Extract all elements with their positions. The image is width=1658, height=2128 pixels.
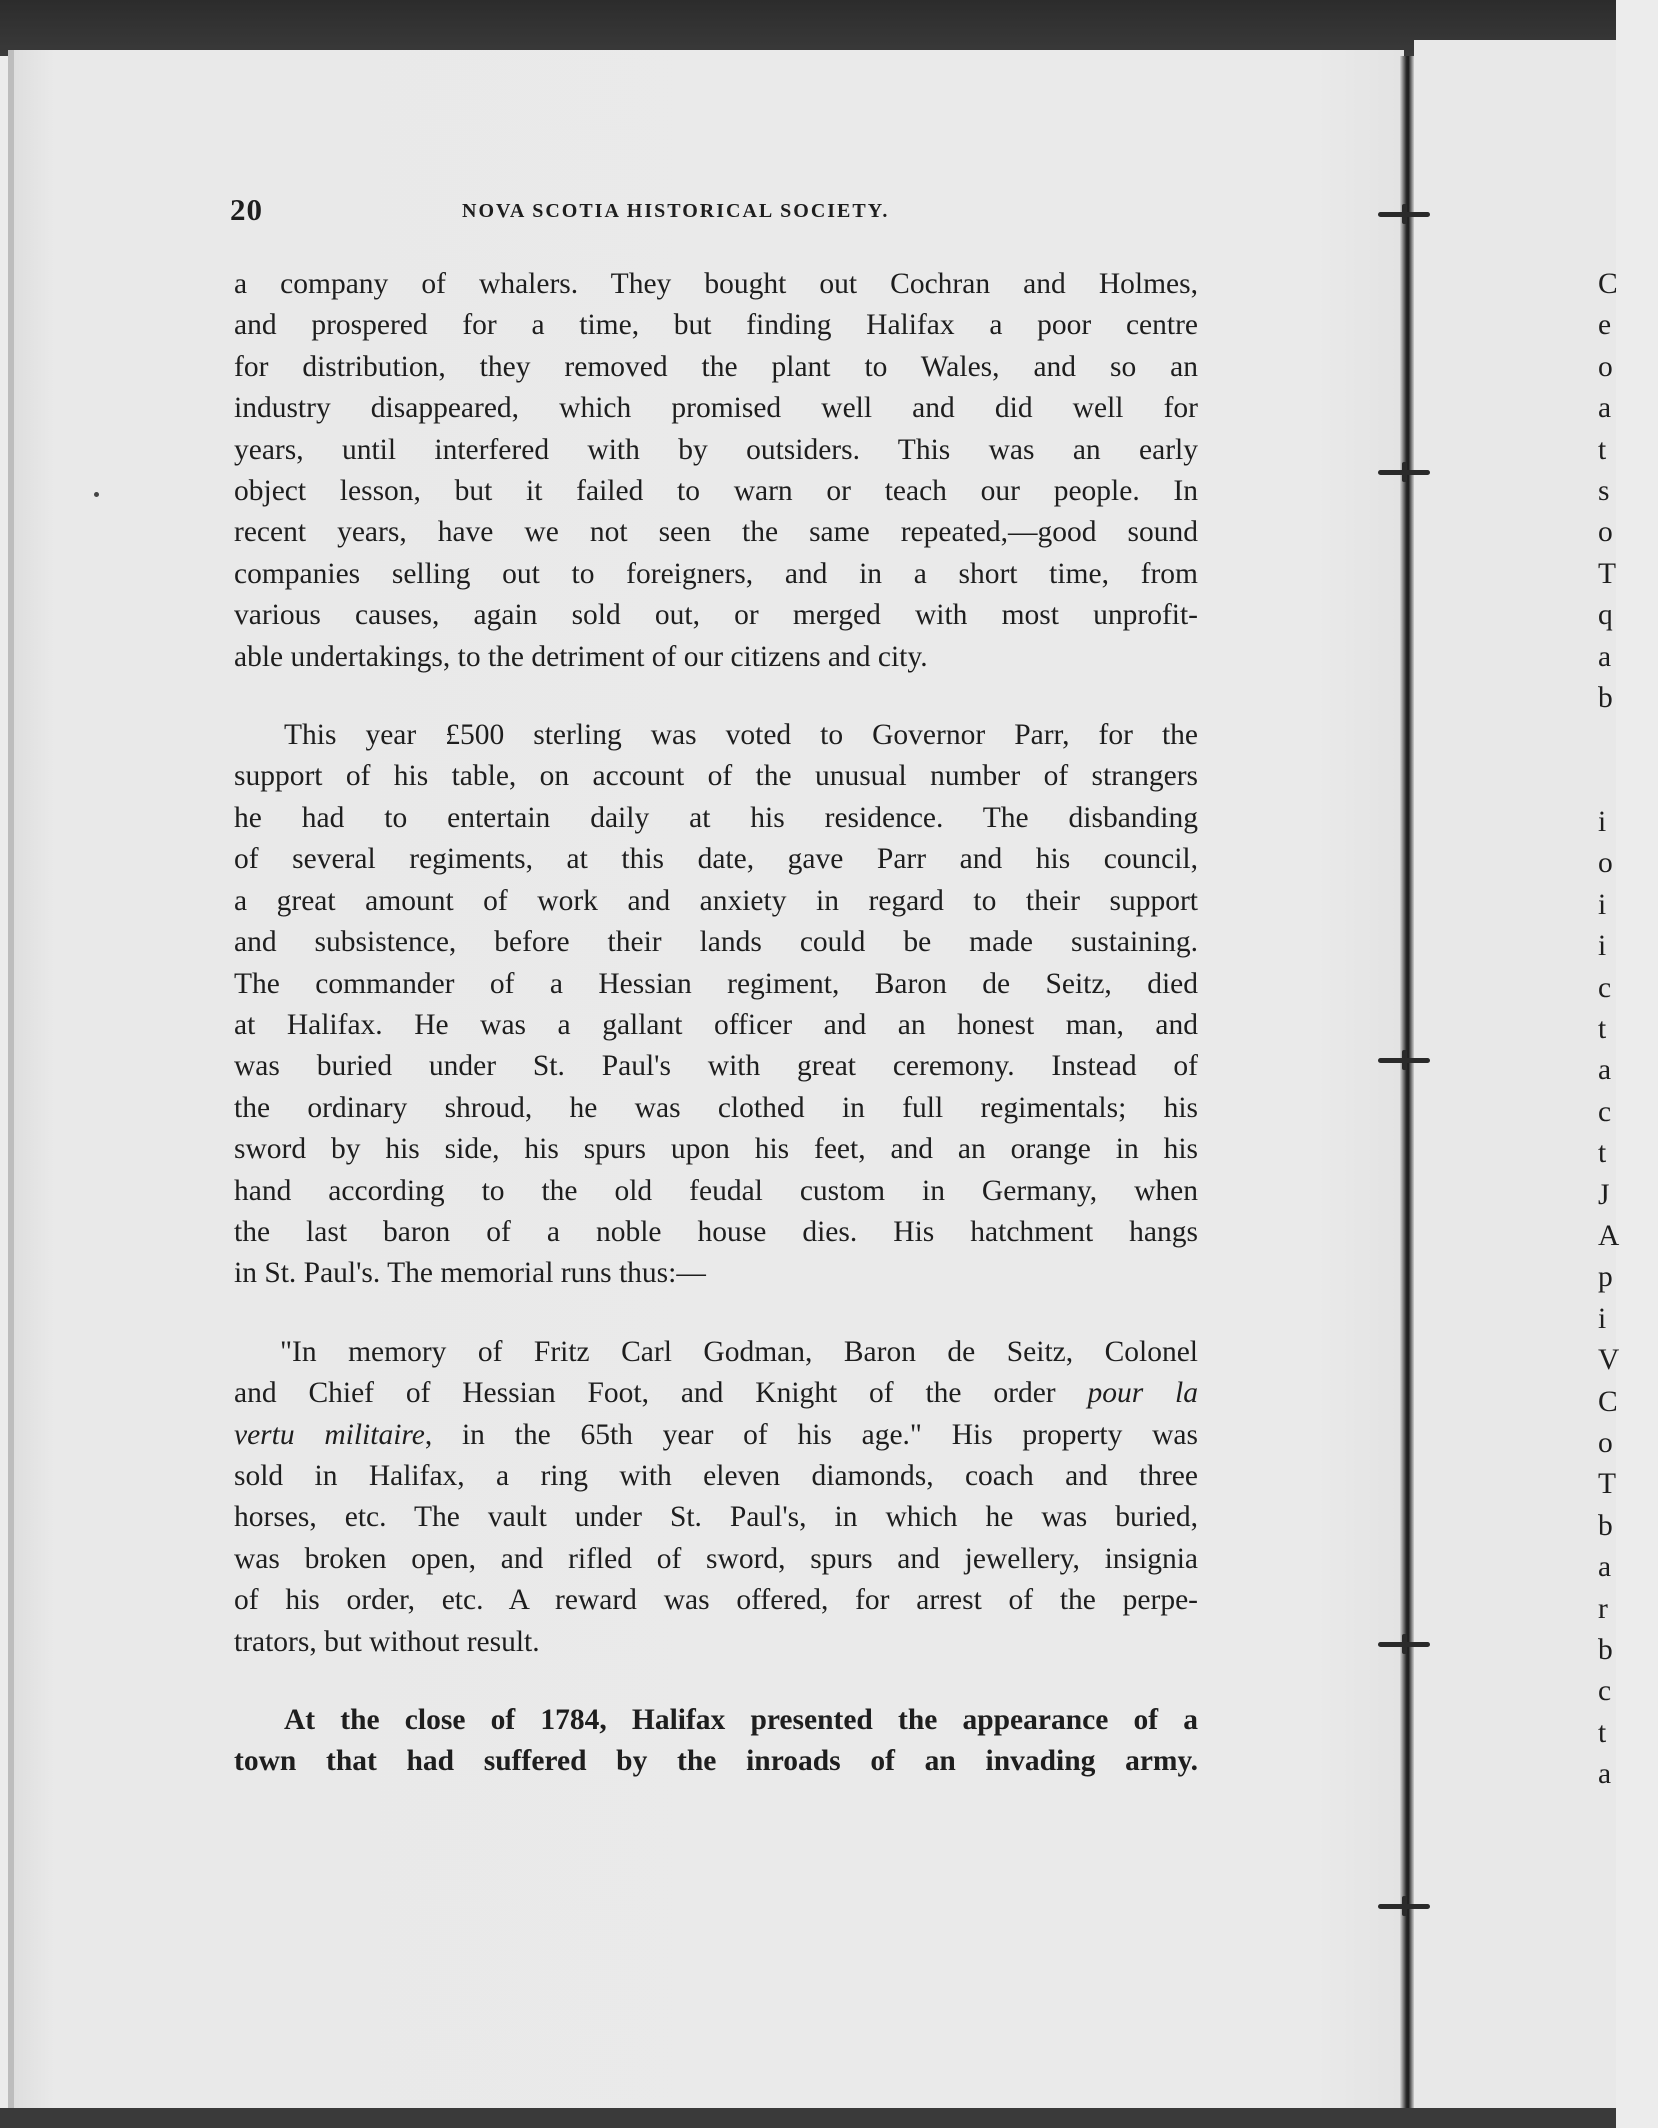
- text-line: horses, etc. The vault under St. Paul's, in which he was buried,: [234, 1501, 1198, 1534]
- text-line: hand according to the old feudal custom in Germany, when: [234, 1174, 1198, 1207]
- facing-page-letter: o: [1598, 350, 1613, 383]
- text-line: of his order, etc. A reward was offered, for arrest of the perpe-: [234, 1584, 1198, 1617]
- quotation-paragraph: [234, 1332, 1198, 1663]
- text-line: a great amount of work and anxiety in regard to their support: [234, 884, 1198, 917]
- facing-page-letter: s: [1598, 474, 1610, 507]
- paragraph: [234, 1700, 1198, 1783]
- facing-page-letter: V: [1598, 1344, 1620, 1377]
- text-line: industry disappeared, which promised well and did well for: [234, 392, 1198, 425]
- text-line: This year £500 sterling was voted to Governor Parr, for the: [284, 719, 1198, 752]
- facing-page-letter: C: [1598, 268, 1618, 300]
- binding-stitch: [1378, 212, 1430, 217]
- paragraph: [234, 715, 1198, 1295]
- text-line: vertu militaire, in the 65th year of his age." His property was: [234, 1418, 1198, 1451]
- text-line: The commander of a Hessian regiment, Baron de Seitz, died: [234, 967, 1198, 1000]
- running-head: NOVA SCOTIA HISTORICAL SOCIETY.: [462, 200, 890, 222]
- facing-page-letter: b: [1598, 1509, 1613, 1542]
- text-line: and subsistence, before their lands could be made sustaining.: [234, 926, 1198, 959]
- text-line: the last baron of a noble house dies. His hatchment hangs: [234, 1215, 1198, 1248]
- page-number: 20: [230, 192, 263, 227]
- text-line: a company of whalers. They bought out Cochran and Holmes,: [234, 268, 1198, 300]
- facing-page-letter: a: [1598, 1054, 1612, 1087]
- binding-stitch: [1378, 470, 1430, 475]
- facing-page-letter: i: [1598, 1302, 1607, 1335]
- right-page-edge: [1414, 40, 1616, 2110]
- facing-page-letter: t: [1598, 1137, 1607, 1170]
- facing-page-letter: t: [1598, 1716, 1607, 1749]
- text-line: was broken open, and rifled of sword, spurs and jewellery, insignia: [234, 1542, 1198, 1575]
- facing-page-letter: c: [1598, 1675, 1612, 1708]
- text-line: at Halifax. He was a gallant officer and an honest man, and: [234, 1008, 1198, 1041]
- text-line: object lesson, but it failed to warn or teach our people. In: [234, 475, 1198, 508]
- binding-stitch: [1378, 1058, 1430, 1063]
- text-line: companies selling out to foreigners, and in a short time, from: [234, 557, 1198, 590]
- facing-page-letter: J: [1598, 1178, 1610, 1211]
- scanner-top-edge: [0, 0, 1616, 56]
- text-line: At the close of 1784, Halifax presented the appearance of a: [284, 1704, 1198, 1736]
- paragraph: [234, 264, 1198, 678]
- text-line: sold in Halifax, a ring with eleven diamonds, coach and three: [234, 1459, 1198, 1492]
- text-line: recent years, have we not seen the same repeated,—good sound: [234, 516, 1198, 549]
- text-line: sword by his side, his spurs upon his feet, and an orange in his: [234, 1133, 1198, 1166]
- facing-page-letter: c: [1598, 1095, 1612, 1128]
- facing-page-letter: T: [1598, 557, 1617, 590]
- text-line: support of his table, on account of the unusual number of strangers: [234, 760, 1198, 793]
- text-line: for distribution, they removed the plant to Wales, and so an: [234, 350, 1198, 383]
- facing-page-letter: T: [1598, 1468, 1617, 1501]
- body-text: [234, 264, 1198, 1820]
- facing-page-letter: [1598, 719, 1658, 760]
- facing-page-letter: [1598, 761, 1658, 802]
- text-line: the ordinary shroud, he was clothed in full regimentals; his: [234, 1091, 1198, 1124]
- text-line: "In memory of Fritz Carl Godman, Baron de Seitz, Colonel: [280, 1335, 1198, 1368]
- binding-stitch: [1378, 1642, 1430, 1647]
- facing-page-letter: i: [1598, 930, 1607, 963]
- text-line: of several regiments, at this date, gave Parr and his council,: [234, 843, 1198, 876]
- facing-page-letter: r: [1598, 1592, 1608, 1625]
- facing-page-letter: a: [1598, 392, 1612, 425]
- text-line: and prospered for a time, but finding Halifax a poor centre: [234, 309, 1198, 342]
- text-line: various causes, again sold out, or merged with most unprofit-: [234, 599, 1198, 632]
- facing-page-letter: b: [1598, 1633, 1613, 1666]
- facing-page-letter: a: [1598, 1551, 1612, 1584]
- text-line: trators, but without result.: [234, 1625, 540, 1658]
- facing-page-letter: t: [1598, 433, 1607, 466]
- text-line: able undertakings, to the detriment of our citizens and city.: [234, 640, 928, 673]
- facing-page-fragments: [1598, 264, 1658, 1795]
- facing-page-letter: b: [1598, 681, 1613, 714]
- facing-page-letter: q: [1598, 599, 1613, 632]
- facing-page-letter: i: [1598, 806, 1607, 839]
- text-line: years, until interfered with by outsiders. This was an early: [234, 433, 1198, 466]
- facing-page-letter: i: [1598, 888, 1607, 921]
- facing-page-letter: p: [1598, 1261, 1613, 1294]
- facing-page-letter: A: [1598, 1219, 1620, 1252]
- book-gutter: [1400, 56, 1414, 2108]
- text-line: he had to entertain daily at his residence. The disbanding: [234, 801, 1198, 834]
- binding-stitch: [1378, 1904, 1430, 1909]
- facing-page-letter: C: [1598, 1385, 1618, 1418]
- text-line: town that had suffered by the inroads of an invading army.: [234, 1745, 1198, 1778]
- facing-page-letter: o: [1598, 516, 1613, 549]
- facing-page-letter: c: [1598, 971, 1612, 1004]
- scanner-bottom-edge: [0, 2108, 1616, 2128]
- page-header: [230, 192, 1198, 232]
- facing-page-letter: a: [1598, 1758, 1612, 1791]
- text-line: was buried under St. Paul's with great ceremony. Instead of: [234, 1050, 1198, 1083]
- facing-page-letter: o: [1598, 1426, 1613, 1459]
- facing-page-letter: t: [1598, 1013, 1607, 1046]
- facing-page-letter: o: [1598, 847, 1613, 880]
- facing-page-letter: e: [1598, 309, 1612, 342]
- ink-speck: [94, 492, 99, 497]
- text-line: in St. Paul's. The memorial runs thus:—: [234, 1257, 706, 1290]
- facing-page-letter: a: [1598, 640, 1612, 673]
- text-line: and Chief of Hessian Foot, and Knight of the order pour la: [234, 1377, 1198, 1410]
